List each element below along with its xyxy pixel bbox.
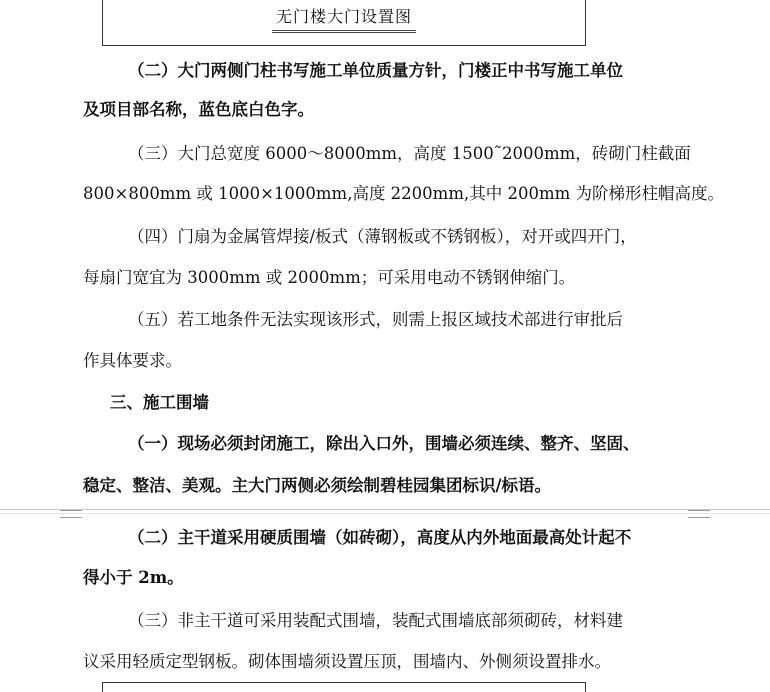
paragraph-line: （二）主干道采用硬质围墙（如砖砌），高度从内外地面最高处计起不	[128, 528, 632, 547]
paragraph-line: （五）若工地条件无法实现该形式，则需上报区域技术部进行审批后	[128, 310, 623, 329]
figure-frame-bottom	[102, 682, 586, 692]
page-corner-mark-left	[60, 510, 82, 518]
figure-caption-frame	[102, 0, 586, 46]
paragraph-line: 得小于 2m。	[83, 568, 184, 587]
paragraph-line: （三）非主干道可采用装配式围墙，装配式围墙底部须砌砖，材料建	[128, 611, 623, 630]
paragraph-line: （二）大门两侧门柱书写施工单位质量方针，门楼正中书写施工单位	[128, 61, 623, 80]
paragraph-line: 每扇门宽宜为 3000mm 或 2000mm；可采用电动不锈钢伸缩门。	[83, 268, 576, 287]
paragraph-line: 及项目部名称，蓝色底白色字。	[83, 100, 314, 119]
paragraph-line: 稳定、整洁、美观。主大门两侧必须绘制碧桂园集团标识/标语。	[83, 476, 552, 495]
page-break	[0, 509, 770, 523]
paragraph-line: （四）门扇为金属管焊接/板式（薄钢板或不锈钢板），对开或四开门，	[128, 227, 637, 246]
section-heading: 三、施工围墙	[110, 393, 209, 412]
paragraph-line: （一）现场必须封闭施工，除出入口外，围墙必须连续、整齐、坚固、	[128, 434, 640, 453]
figure-caption	[103, 4, 585, 33]
page-break-rule-secondary	[0, 513, 770, 514]
paragraph-line: 议采用轻质定型钢板。砌体围墙须设置压顶，围墙内、外侧须设置排水。	[83, 652, 611, 671]
page-break-rule	[0, 509, 770, 510]
paragraph-line: （三）大门总宽度 6000～8000mm，高度 1500˜2000mm，砖砌门柱截面	[128, 144, 691, 163]
page-corner-mark-right	[688, 510, 710, 518]
paragraph-line: 作具体要求。	[83, 351, 182, 370]
paragraph-line: 800×800mm 或 1000×1000mm,高度 2200mm,其中 200mm 为阶梯形柱帽高度。	[83, 184, 724, 203]
figure-caption-text: 无门楼大门设置图	[272, 4, 416, 33]
